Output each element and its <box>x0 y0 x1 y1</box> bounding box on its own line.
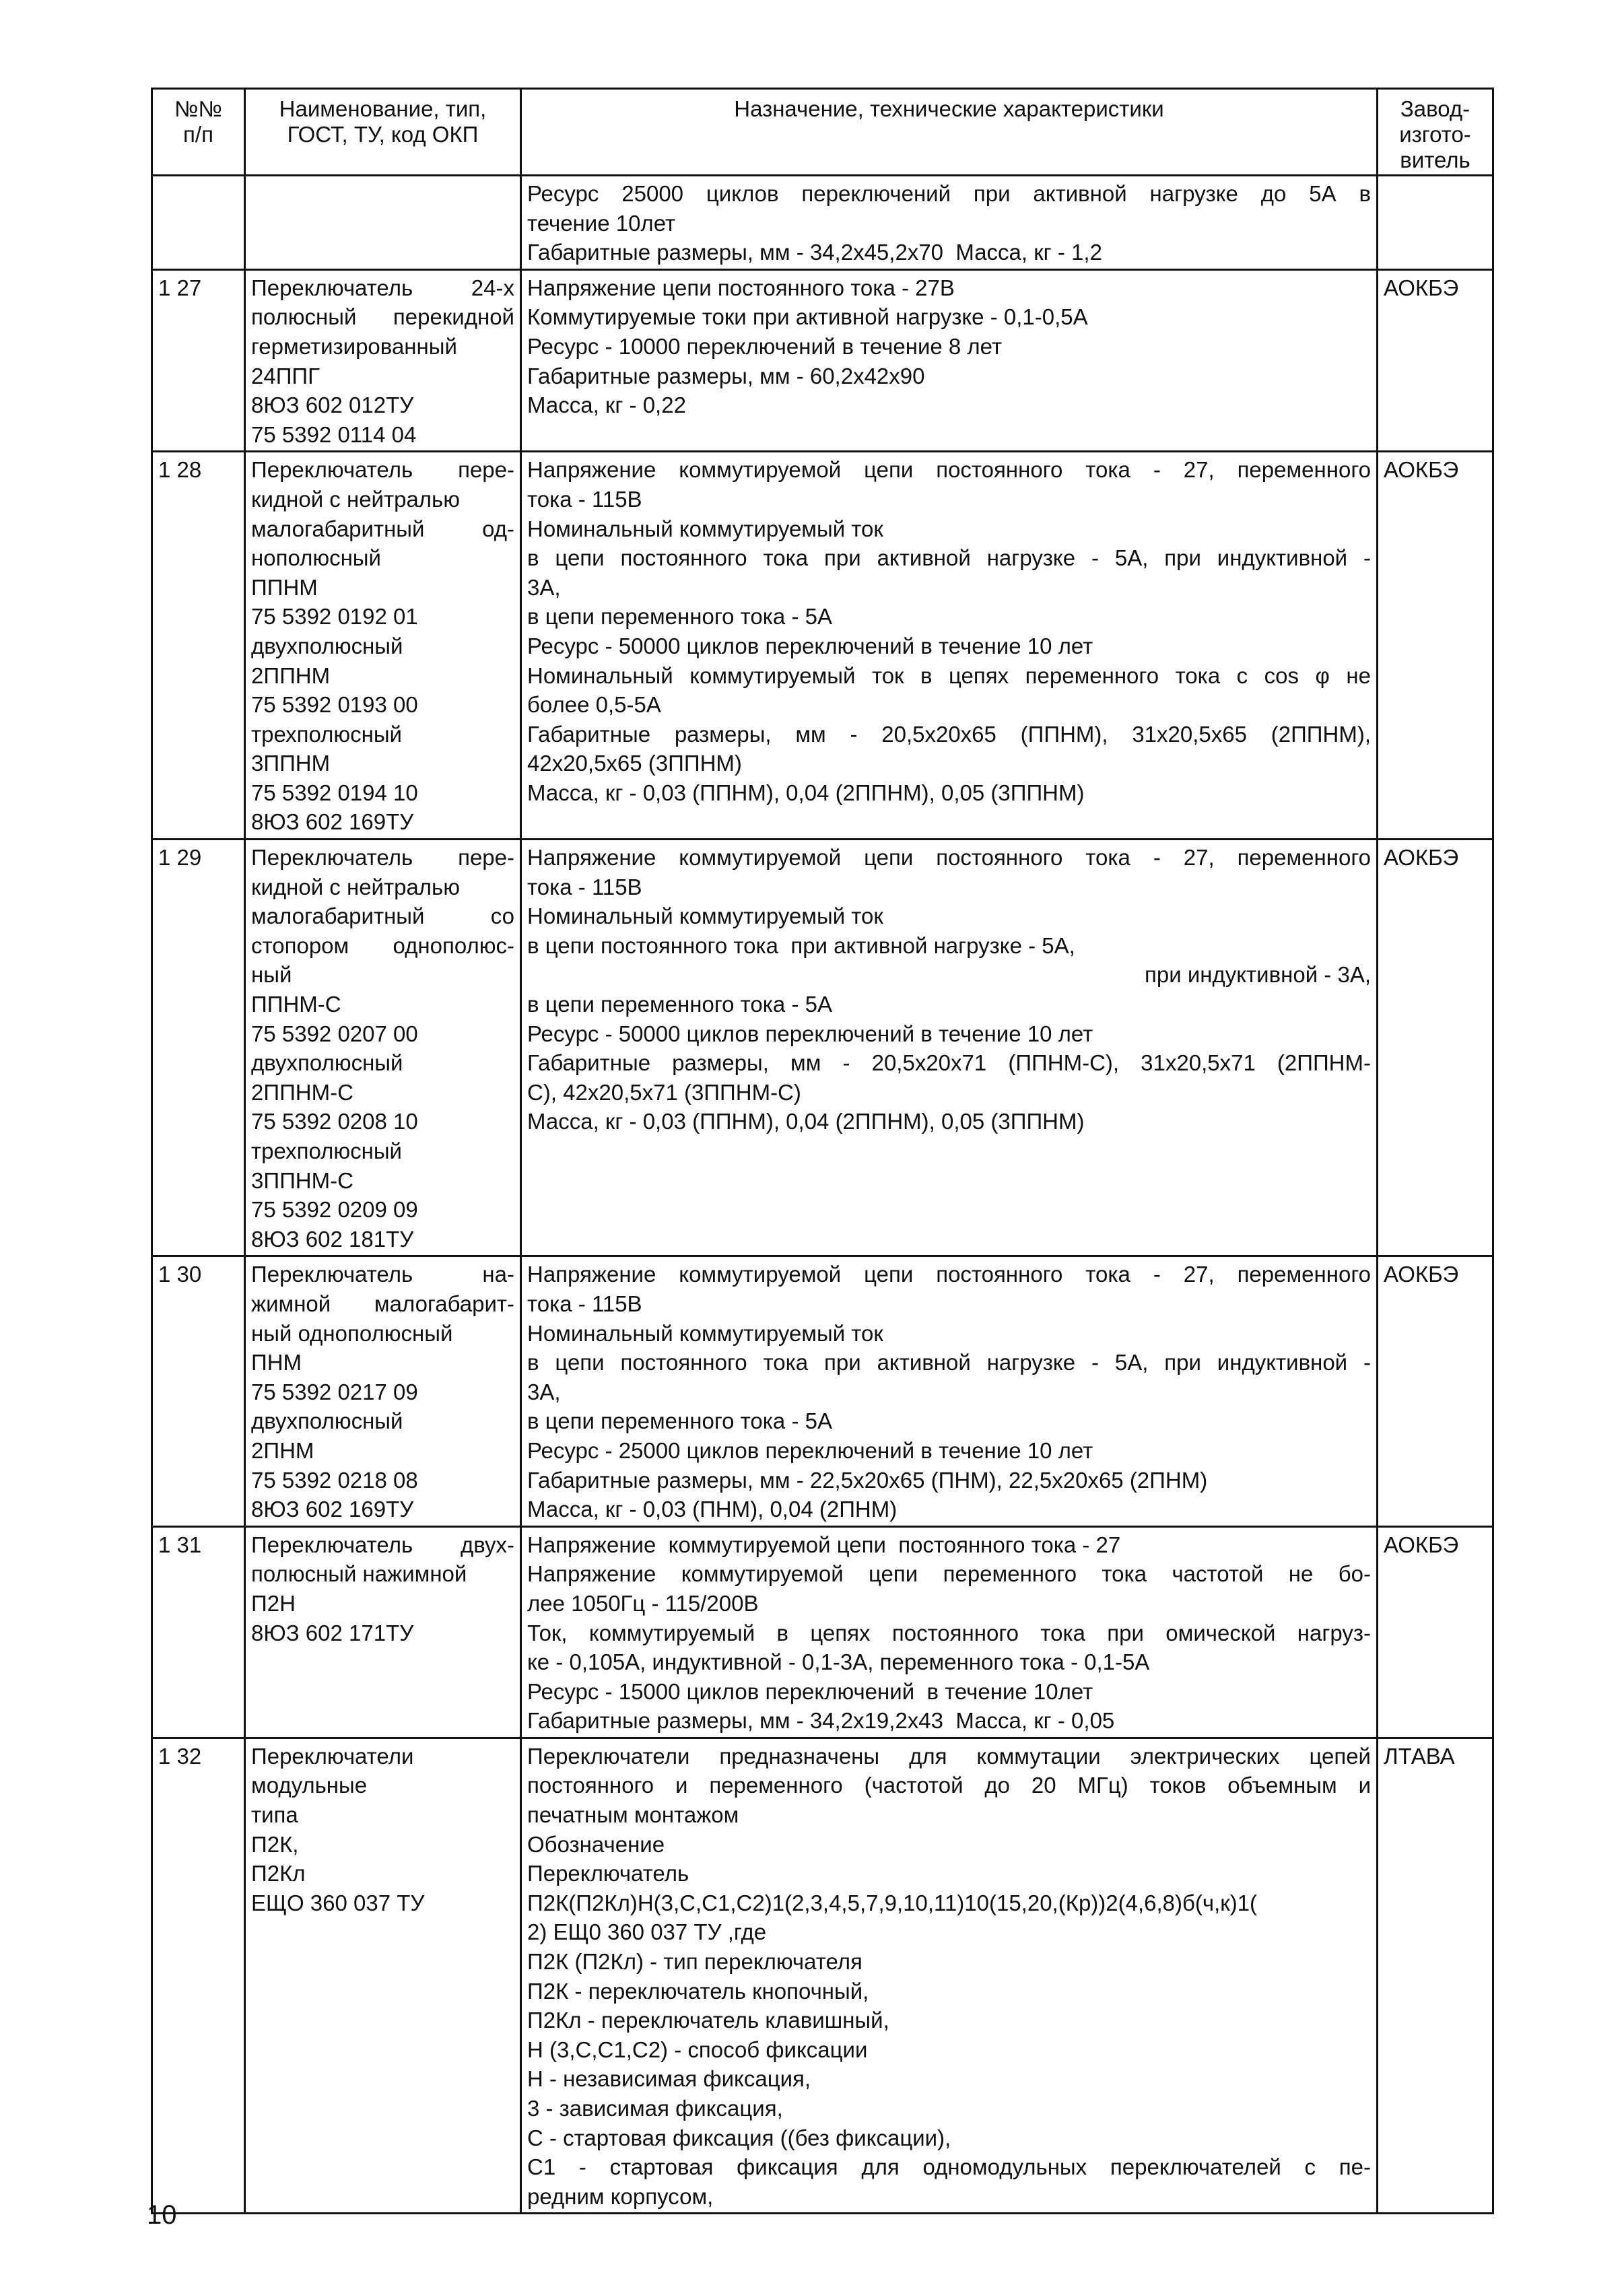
item-name-line: 75 5392 0209 09 <box>251 1197 418 1223</box>
item-description-line: Номинальный коммутируемый ток в цепях переменного тока с cos φ не <box>527 662 1371 688</box>
item-name-line: полюсный нажимной <box>251 1561 467 1587</box>
table-row <box>152 1738 1493 2214</box>
item-name-line: 75 5392 0194 10 <box>251 780 418 805</box>
table-body <box>152 176 1493 2214</box>
manufacturer-cell: АОКБЭ <box>1378 269 1493 452</box>
item-description-line: Масса, кг - 0,22 <box>527 393 686 418</box>
item-name-line: Переключатели <box>251 1743 414 1769</box>
table-row <box>152 1256 1493 1526</box>
item-name-line: 2ПНМ <box>251 1437 314 1463</box>
header-maker: Завод- изгото- витель <box>1378 89 1493 176</box>
item-description-line: Номинальный коммутируемый ток <box>527 1320 883 1346</box>
item-description-line: Ток, коммутируемый в цепях постоянного тока при омической нагруз- <box>527 1620 1371 1645</box>
item-description-line: ке - 0,105А, индуктивной - 0,1-3А, переменного тока - 0,1-5А <box>527 1649 1150 1675</box>
item-name-line: двухполюсный <box>251 633 403 658</box>
item-description-line: в цепи переменного тока - 5А <box>527 1408 832 1434</box>
item-description-line: Габаритные размеры, мм - 60,2х42х90 <box>527 363 925 388</box>
item-name-cell <box>245 1256 521 1526</box>
item-name-line: жимной малогабарит- <box>251 1291 514 1316</box>
item-description-cell <box>521 1256 1378 1526</box>
item-description-line: Ресурс - 25000 циклов переключений в течение 10 лет <box>527 1437 1093 1463</box>
manufacturer-cell: АОКБЭ <box>1378 840 1493 1256</box>
specification-table <box>151 88 1494 2214</box>
item-name-line: 8ЮЗ 602 181ТУ <box>251 1226 414 1252</box>
item-name-line: модульные <box>251 1773 368 1798</box>
item-description-line: Напряжение цепи постоянного тока - 27В <box>527 275 955 300</box>
table-row <box>152 452 1493 840</box>
item-description-line: тока - 115В <box>527 486 642 512</box>
item-name-line: 75 5392 0193 00 <box>251 692 418 718</box>
manufacturer-cell: АОКБЭ <box>1378 452 1493 840</box>
item-description-line: 2) ЕЩ0 360 037 ТУ ,где <box>527 1919 767 1945</box>
item-name-line: кидной с нейтралью <box>251 874 461 899</box>
manufacturer-cell: ЛТАВА <box>1378 1738 1493 2214</box>
item-name-line: ППНМ <box>251 574 318 600</box>
item-description-line: Напряжение коммутируемой цепи постоянного тока - 27, переменного <box>527 845 1371 871</box>
item-description-line: Номинальный коммутируемый ток <box>527 516 883 541</box>
item-description-cell <box>521 452 1378 840</box>
item-name-line: ПНМ <box>251 1350 302 1375</box>
manufacturer-cell: АОКБЭ <box>1378 1526 1493 1738</box>
item-name-line: ЕЩО 360 037 ТУ <box>251 1890 425 1915</box>
item-description-line: 3А, <box>527 1379 561 1404</box>
item-description-line: Габаритные размеры, мм - 22,5х20х65 (ПНМ), 22,5х20х65 (2ПНМ) <box>527 1467 1208 1493</box>
item-name-line: Переключатель двух- <box>251 1532 514 1557</box>
item-description-line: П2Кл - переключатель клавишный, <box>527 2008 889 2033</box>
item-name-line: 24ППГ <box>251 363 320 388</box>
table-row <box>152 269 1493 452</box>
item-description-line: печатным монтажом <box>527 1802 739 1828</box>
item-description-line: С - стартовая фиксация ((без фиксации), <box>527 2125 951 2150</box>
item-name-line: 75 5392 0217 09 <box>251 1379 418 1404</box>
manufacturer-cell <box>1378 176 1493 270</box>
item-description-line: 3 - зависимая фиксация, <box>527 2096 783 2121</box>
item-name-cell <box>245 1738 521 2214</box>
header-row <box>152 89 1493 176</box>
item-description-line: более 0,5-5А <box>527 692 661 718</box>
item-name-line: 8ЮЗ 602 012ТУ <box>251 393 414 418</box>
item-description-line: Габаритные размеры, мм - 20,5х20х65 (ППНМ), 31х20,5х65 (2ППНМ), <box>527 721 1371 747</box>
item-description-line: Ресурс - 10000 переключений в течение 8 лет <box>527 333 1003 359</box>
item-description-line: Напряжение коммутируемой цепи постоянного тока - 27, переменного <box>527 457 1371 483</box>
item-description-line: в цепи постоянного тока при активной нагрузке - 5А, <box>527 932 1075 958</box>
item-name-line: 3ППНМ-С <box>251 1167 353 1193</box>
item-name-line: П2Н <box>251 1590 296 1616</box>
item-description-line: Номинальный коммутируемый ток <box>527 903 883 929</box>
row-number: 1 27 <box>152 269 245 452</box>
item-description-line: Габаритные размеры, мм - 20,5х20х71 (ППНМ-С), 31х20,5х71 (2ППНМ- <box>527 1050 1371 1076</box>
item-name-cell <box>245 452 521 840</box>
item-description-line: С1 - стартовая фиксация для одномодульных переключателей с пе- <box>527 2154 1371 2180</box>
item-description-line: лее 1050Гц - 115/200В <box>527 1590 759 1616</box>
item-description-line: Ресурс - 50000 циклов переключений в течение 10 лет <box>527 1021 1093 1046</box>
item-name-line: 75 5392 0192 01 <box>251 604 418 629</box>
item-name-cell <box>245 1526 521 1738</box>
item-name-line: 2ППНМ-С <box>251 1079 353 1105</box>
item-description-line: в цепи постоянного тока при активной нагрузке - 5А, при индуктивной - <box>527 1350 1371 1375</box>
item-description-line: в цепи переменного тока - 5А <box>527 992 832 1017</box>
item-name-cell <box>245 176 521 270</box>
row-number: 1 31 <box>152 1526 245 1738</box>
item-description-line: течение 10лет <box>527 210 676 236</box>
item-name-line: 3ППНМ <box>251 751 331 776</box>
item-description-line: П2К - переключатель кнопочный, <box>527 1978 869 2004</box>
item-description-line: П2К (П2Кл) - тип переключателя <box>527 1949 862 1975</box>
item-name-line: ный <box>251 962 292 988</box>
item-description-cell <box>521 176 1378 270</box>
item-name-line: Переключатель 24-х <box>251 275 514 300</box>
item-name-line: трехполюсный <box>251 1138 402 1163</box>
item-description-line: Коммутируемые токи при активной нагрузке - 0,1-0,5А <box>527 304 1088 330</box>
item-name-line: типа <box>251 1802 298 1828</box>
row-number: 1 28 <box>152 452 245 840</box>
item-description-line: Ресурс - 15000 циклов переключений в течение 10лет <box>527 1678 1093 1704</box>
item-name-line: 75 5392 0208 10 <box>251 1109 418 1134</box>
item-description-line: тока - 115В <box>527 1291 642 1316</box>
item-description-line: П2К(П2Кл)Н(3,С,С1,С2)1(2,3,4,5,7,9,10,11)10(15,20,(Кр))2(4,6,8)б(ч,к)1( <box>527 1890 1258 1915</box>
item-description-line: тока - 115В <box>527 874 642 899</box>
item-description-line: Масса, кг - 0,03 (ПНМ), 0,04 (2ПНМ) <box>527 1497 898 1522</box>
item-description-line: постоянного и переменного (частотой до 20 МГц) токов объемным и <box>527 1773 1371 1798</box>
item-name-line: 8ЮЗ 602 169ТУ <box>251 809 414 835</box>
item-description-line: Напряжение коммутируемой цепи постоянного тока - 27, переменного <box>527 1262 1371 1287</box>
item-description-line: при индуктивной - 3А, <box>1145 962 1371 988</box>
item-name-line: стопором однополюс- <box>251 932 514 958</box>
item-name-line: Переключатель пере- <box>251 845 514 871</box>
item-name-line: ППНМ-С <box>251 992 341 1017</box>
page-number: 10 <box>147 2200 177 2230</box>
item-description-line: Ресурс 25000 циклов переключений при активной нагрузке до 5А в <box>527 181 1371 206</box>
item-description-line: Напряжение коммутируемой цепи постоянного тока - 27 <box>527 1532 1121 1557</box>
item-description-line: в цепи переменного тока - 5А <box>527 604 832 629</box>
item-name-cell <box>245 269 521 452</box>
item-name-line: кидной с нейтралью <box>251 486 461 512</box>
row-number: 1 32 <box>152 1738 245 2214</box>
item-name-line: 75 5392 0114 04 <box>251 421 417 447</box>
item-description-cell <box>521 840 1378 1256</box>
item-name-line: Переключатель на- <box>251 1262 514 1287</box>
item-description-line: Переключатели предназначены для коммутации электрических цепей <box>527 1743 1371 1769</box>
item-name-line: 75 5392 0207 00 <box>251 1021 418 1046</box>
item-name-line: трехполюсный <box>251 721 402 747</box>
item-description-line: Габаритные размеры, мм - 34,2х45,2х70 Масса, кг - 1,2 <box>527 240 1102 265</box>
item-description-line: Габаритные размеры, мм - 34,2х19,2х43 Масса, кг - 0,05 <box>527 1708 1115 1734</box>
item-description-line: в цепи постоянного тока при активной нагрузке - 5А, при индуктивной - <box>527 545 1371 571</box>
item-description-line: Н (3,С,С1,С2) - способ фиксации <box>527 2037 868 2062</box>
row-number <box>152 176 245 270</box>
row-number: 1 29 <box>152 840 245 1256</box>
row-number: 1 30 <box>152 1256 245 1526</box>
item-name-line: 8ЮЗ 602 169ТУ <box>251 1497 414 1522</box>
item-name-line: малогабаритный со <box>251 903 514 929</box>
item-description-line: Масса, кг - 0,03 (ППНМ), 0,04 (2ППНМ), 0,05 (3ППНМ) <box>527 780 1085 805</box>
item-name-line: полюсный перекидной <box>251 304 514 330</box>
header-num: №№ п/п <box>152 89 245 176</box>
item-description-line: 42х20,5х65 (3ППНМ) <box>527 751 742 776</box>
item-description-cell <box>521 269 1378 452</box>
item-description-line: Масса, кг - 0,03 (ППНМ), 0,04 (2ППНМ), 0,05 (3ППНМ) <box>527 1109 1085 1134</box>
table-row <box>152 1526 1493 1738</box>
item-name-line: 75 5392 0218 08 <box>251 1467 418 1493</box>
item-name-line: двухполюсный <box>251 1050 403 1076</box>
item-description-line: Переключатель <box>527 1861 689 1886</box>
item-name-cell <box>245 840 521 1256</box>
item-description-cell <box>521 1738 1378 2214</box>
table-row <box>152 176 1493 270</box>
item-name-line: ный однополюсный <box>251 1320 453 1346</box>
item-description-line: Н - независимая фиксация, <box>527 2066 811 2092</box>
manufacturer-cell: АОКБЭ <box>1378 1256 1493 1526</box>
item-name-line: 2ППНМ <box>251 662 331 688</box>
item-description-cell <box>521 1526 1378 1738</box>
header-desc: Назначение, технические характеристики <box>521 89 1378 176</box>
item-name-line: нополюсный <box>251 545 381 571</box>
item-description-line: С), 42х20,5х71 (3ППНМ-С) <box>527 1079 801 1105</box>
item-name-line: П2Кл <box>251 1861 306 1886</box>
item-name-line: двухполюсный <box>251 1408 403 1434</box>
item-description-line: Обозначение <box>527 1831 665 1857</box>
table-row <box>152 840 1493 1256</box>
item-name-line: малогабаритный од- <box>251 516 514 541</box>
item-description-line: 3А, <box>527 574 561 600</box>
item-description-line: редним корпусом, <box>527 2183 714 2209</box>
item-name-line: 8ЮЗ 602 171ТУ <box>251 1620 414 1645</box>
item-description-line: Напряжение коммутируемой цепи переменного тока частотой не бо- <box>527 1561 1371 1587</box>
item-name-line: Переключатель пере- <box>251 457 514 483</box>
item-name-line: П2К, <box>251 1831 299 1857</box>
item-name-line: герметизированный <box>251 333 457 359</box>
item-description-line: Ресурс - 50000 циклов переключений в течение 10 лет <box>527 633 1093 658</box>
header-name: Наименование, тип, ГОСТ, ТУ, код ОКП <box>245 89 521 176</box>
